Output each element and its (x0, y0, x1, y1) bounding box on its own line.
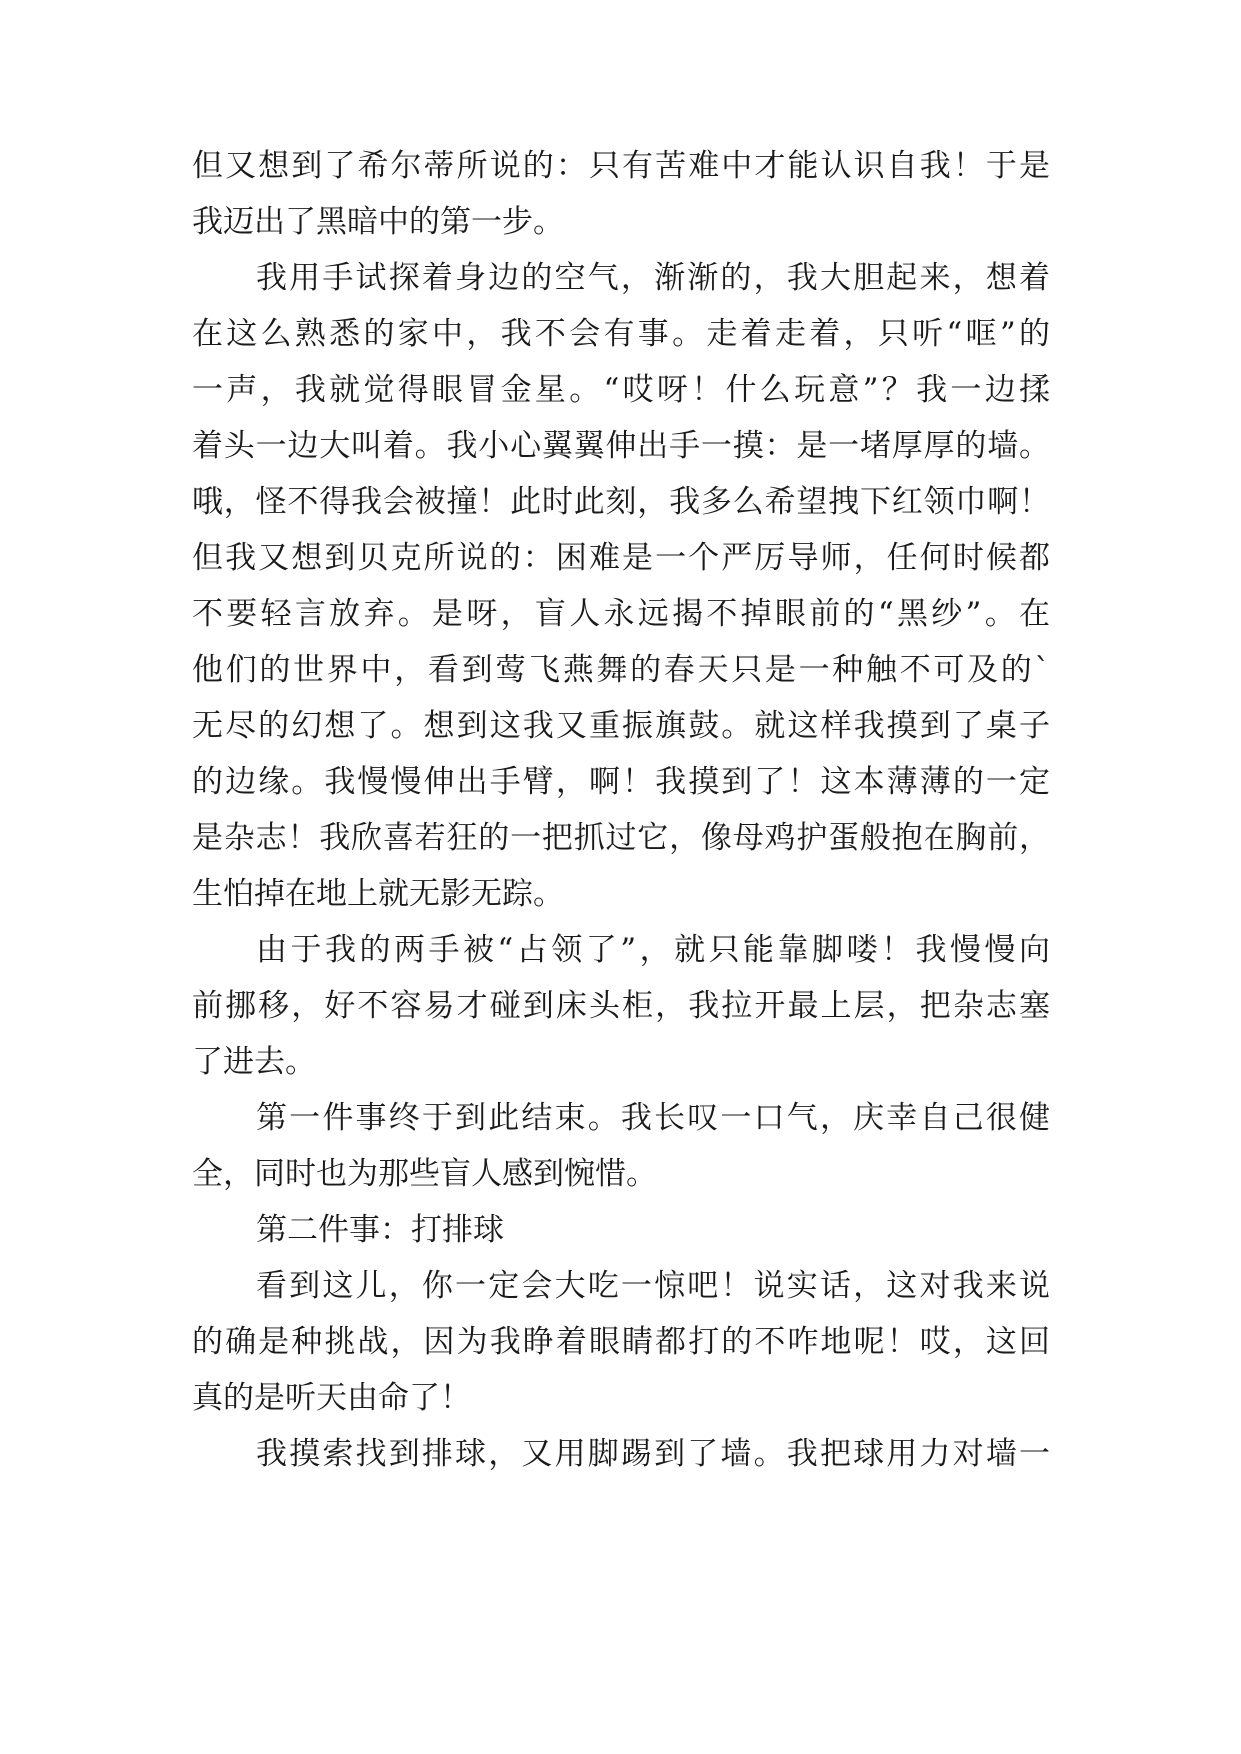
text-line: 哦，怪不得我会被撞！此时此刻，我多么希望拽下红领巾啊！ (192, 484, 1050, 520)
text-line: 第一件事终于到此结束。我长叹一口气，庆幸自己很健 (256, 1100, 1050, 1136)
text-line: 但我又想到贝克所说的：困难是一个严厉导师，任何时候都 (192, 540, 1050, 576)
text-line: 我用手试探着身边的空气，渐渐的，我大胆起来，想着 (256, 260, 1050, 296)
text-line: 真的是听天由命了！ (192, 1380, 471, 1416)
text-line: 前挪移，好不容易才碰到床头柜，我拉开最上层，把杂志塞 (192, 988, 1050, 1024)
text-line: 但又想到了希尔蒂所说的：只有苦难中才能认识自我！于是 (192, 148, 1050, 184)
text-line: 的确是种挑战，因为我睁着眼睛都打的不咋地呢！哎，这回 (192, 1324, 1050, 1360)
text-line: 他们的世界中，看到莺飞燕舞的春天只是一种触不可及的` (192, 652, 1050, 688)
text-line: 全，同时也为那些盲人感到惋惜。 (192, 1156, 657, 1192)
text-line: 的边缘。我慢慢伸出手臂，啊！我摸到了！这本薄薄的一定 (192, 764, 1050, 800)
text-line: 了进去。 (192, 1044, 316, 1080)
text-line: 一声，我就觉得眼冒金星。“哎呀！什么玩意”？我一边揉 (192, 372, 1050, 408)
text-line: 由于我的两手被“占领了”，就只能靠脚喽！我慢慢向 (256, 932, 1050, 968)
text-line: 是杂志！我欣喜若狂的一把抓过它，像母鸡护蛋般抱在胸前， (192, 820, 1050, 856)
text-line: 无尽的幻想了。想到这我又重振旗鼓。就这样我摸到了桌子 (192, 708, 1050, 744)
text-line: 不要轻言放弃。是呀，盲人永远揭不掉眼前的“黑纱”。在 (192, 596, 1050, 632)
text-line: 我摸索找到排球，又用脚踢到了墙。我把球用力对墙一 (256, 1436, 1050, 1472)
text-line: 在这么熟悉的家中，我不会有事。走着走着，只听“哐”的 (192, 316, 1050, 352)
text-line: 看到这儿，你一定会大吃一惊吧！说实话，这对我来说 (256, 1268, 1050, 1304)
section-heading: 第二件事：打排球 (256, 1212, 504, 1248)
text-line: 我迈出了黑暗中的第一步。 (192, 204, 564, 240)
text-line: 生怕掉在地上就无影无踪。 (192, 876, 564, 912)
text-line: 着头一边大叫着。我小心翼翼伸出手一摸：是一堵厚厚的墙。 (192, 428, 1050, 464)
